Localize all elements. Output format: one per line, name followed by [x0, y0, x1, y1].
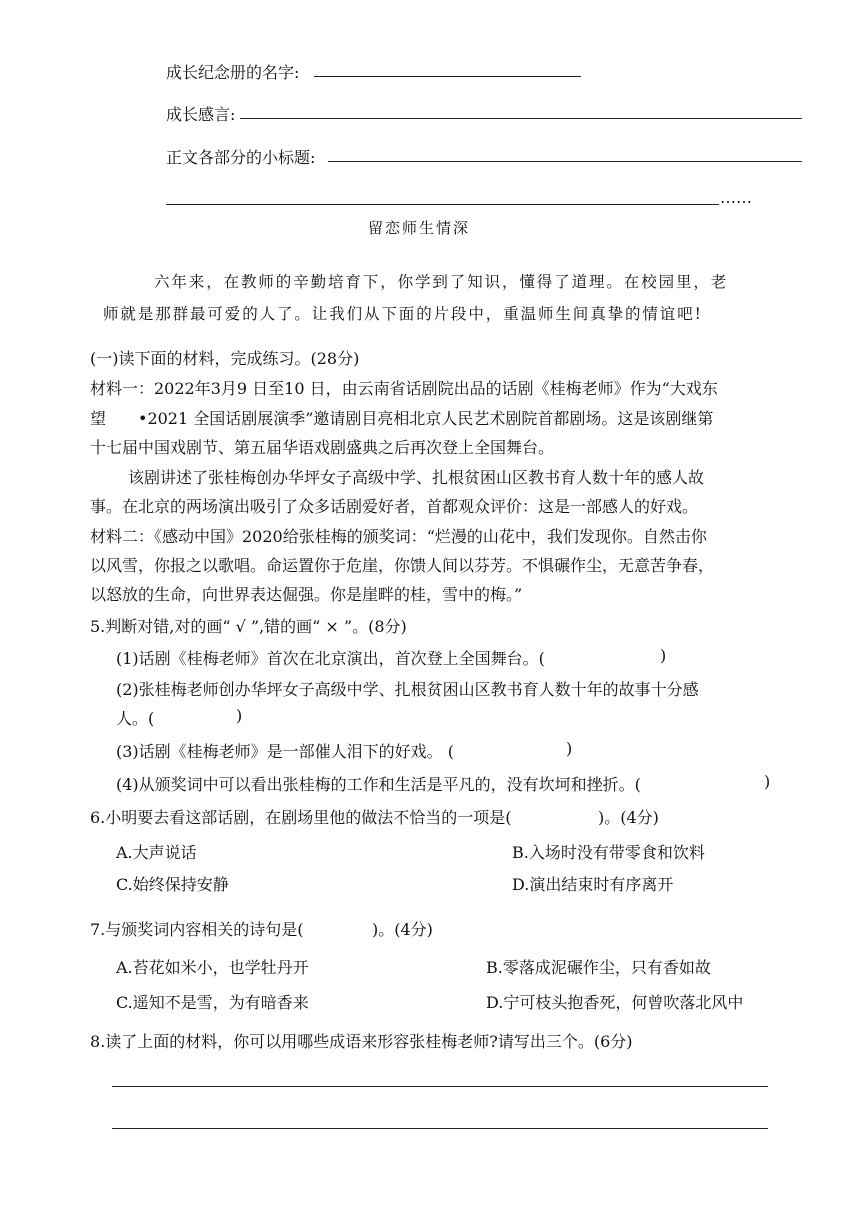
material2-line-1: 材料二：《感动中国》2020给张桂梅的颁奖词：“烂漫的山花中，我们发现你。自然击你 — [90, 527, 707, 546]
intro-line-1: 六年来，在教师的辛勤培育下，你学到了知识，懂得了道理。在校园里，老 — [154, 273, 729, 291]
intro-line-2: 师就是那群最可爱的人了。让我们从下面的片段中，重温师生间真挚的情谊吧! — [103, 305, 703, 323]
q5-stem: 5.判断对错,对的画“ √ ”,错的画“ × ”。(8分) — [90, 617, 407, 636]
q5-item-2-cont: 人。( — [116, 709, 155, 728]
q8-answer-line-1[interactable] — [112, 1086, 768, 1087]
material1-line-1: 材料一：2022年3月9 日至10 日，由云南省话剧院出品的话剧《桂梅老师》作为“大戏东 — [90, 379, 718, 398]
q5-item-4-close[interactable]: ) — [764, 772, 771, 791]
part1-heading: (一)读下面的材料，完成练习。(28分) — [90, 349, 360, 368]
material1-line-2a: 望 — [90, 409, 107, 428]
q5-item-2: (2)张桂梅老师创办华坪女子高级中学、扎根贫困山区教书育人数十年的故事十分感 — [116, 680, 699, 699]
q5-item-4: (4)从颁奖词中可以看出张桂梅的工作和生活是平凡的，没有坎坷和挫折。( — [116, 775, 641, 794]
subtitles-label: 正文各部分的小标题: — [166, 148, 316, 167]
q5-item-3-close[interactable]: ) — [566, 739, 573, 758]
album-name-label: 成长纪念册的名字: — [166, 63, 300, 82]
album-name-answer-line[interactable] — [314, 76, 581, 77]
q6-option-a[interactable]: A.大声说话 — [116, 843, 197, 862]
material1-para2-line-2: 事。在北京的两场演出吸引了众多话剧爱好者，首都观众评价：这是一部感人的好戏。 — [90, 497, 699, 516]
q7-option-b[interactable]: B.零落成泥碾作尘，只有香如故 — [486, 958, 711, 977]
material2-line-2: 以风雪，你报之以歌唱。命运置你于危崖，你馈人间以芬芳。不惧碾作尘，无意苦争春， — [90, 556, 715, 575]
q6-stem-b: )。(4分) — [598, 808, 659, 827]
q7-option-a[interactable]: A.苔花如米小，也学牡丹开 — [116, 958, 309, 977]
q7-option-d[interactable]: D.宁可枝头抱香死，何曾吹落北风中 — [486, 993, 744, 1012]
q7-stem-a: 7.与颁奖词内容相关的诗句是( — [90, 920, 304, 939]
section-title: 留恋师生情深 — [368, 219, 471, 237]
q5-item-3: (3)话剧《桂梅老师》是一部催人泪下的好戏。 ( — [116, 742, 454, 761]
growth-words-answer-line[interactable] — [240, 118, 802, 119]
material2-line-3: 以怒放的生命，向世界表达倔强。你是崖畔的桂，雪中的梅。” — [90, 585, 523, 604]
q5-item-1: (1)话剧《桂梅老师》首次在北京演出，首次登上全国舞台。( — [116, 649, 545, 668]
q5-item-1-close[interactable]: ) — [660, 646, 667, 665]
q8-stem: 8.读了上面的材料，你可以用哪些成语来形容张桂梅老师?请写出三个。(6分) — [90, 1032, 633, 1051]
q6-option-d[interactable]: D.演出结束时有序离开 — [512, 875, 674, 894]
q5-item-2-close[interactable]: ) — [236, 706, 243, 725]
growth-words-label: 成长感言: — [166, 105, 236, 124]
material1-line-3: 十七届中国戏剧节、第五届华语戏剧盛典之后再次登上全国舞台。 — [90, 438, 555, 457]
q7-option-c[interactable]: C.遥知不是雪，为有暗香来 — [116, 993, 309, 1012]
q6-option-c[interactable]: C.始终保持安静 — [116, 875, 229, 894]
subtitles-answer-line-2[interactable] — [166, 204, 719, 205]
subtitles-ellipsis: …… — [720, 188, 752, 207]
subtitles-answer-line-1[interactable] — [328, 161, 802, 162]
q6-stem-a: 6.小明要去看这部话剧，在剧场里他的做法不恰当的一项是( — [90, 808, 512, 827]
material1-para2-line-1: 该剧讲述了张桂梅创办华坪女子高级中学、扎根贫困山区教书育人数十年的感人故 — [128, 468, 705, 487]
q8-answer-line-2[interactable] — [112, 1128, 768, 1129]
q7-stem-b: )。(4分) — [372, 920, 433, 939]
material1-line-2b: •2021 全国话剧展演季”邀请剧目亮相北京人民艺术剧院首都剧场。这是该剧继第 — [138, 409, 714, 428]
q6-option-b[interactable]: B.入场时没有带零食和饮料 — [512, 843, 705, 862]
